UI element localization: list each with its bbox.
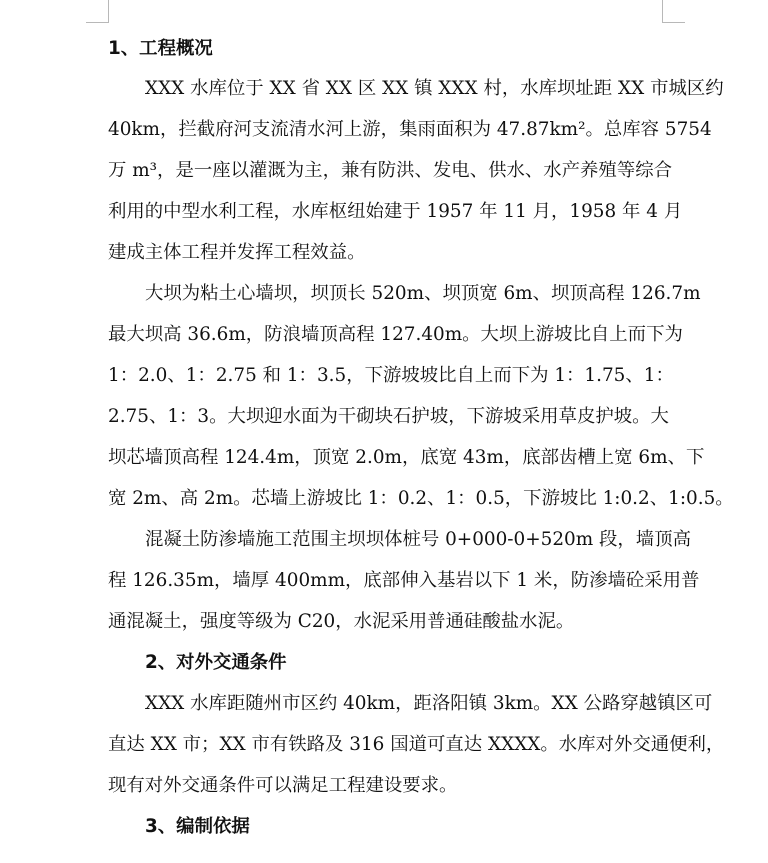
paragraph-line: 坝芯墙顶高程 124.4m，顶宽 2.0m，底宽 43m，底部齿槽上宽 6m、下 [108,447,705,468]
paragraph-line: 直达 XX 市；XX 市有铁路及 316 国道可直达 XXXX。水库对外交通便利， [108,734,725,755]
paragraph-reservoir-location [108,68,724,273]
section-heading-basis: 3、编制依据 [145,816,250,837]
paragraph-line: XXX 水库位于 XX 省 XX 区 XX 镇 XXX 村，水库坝址距 XX 市城区约 [145,78,724,99]
paragraph-line: 万 m³，是一座以灌溉为主，兼有防洪、发电、供水、水产养殖等综合 [108,160,672,181]
paragraph-line: 2.75、1：3。大坝迎水面为干砌块石护坡，下游坡采用草皮护坡。大 [108,406,669,427]
section-heading-transport: 2、对外交通条件 [145,652,287,673]
page-corner-mark-top-left [86,0,109,23]
paragraph-line: 1：2.0、1：2.75 和 1：3.5，下游坡坡比自上而下为 1：1.75、1： [108,365,674,386]
paragraph-line: 40km，拦截府河支流清水河上游，集雨面积为 47.87km²。总库容 5754 [108,119,712,140]
paragraph-line: 建成主体工程并发挥工程效益。 [108,242,366,263]
paragraph-line: 现有对外交通条件可以满足工程建设要求。 [108,775,458,796]
page-corner-mark-top-right [662,0,685,23]
paragraph-line: 宽 2m、高 2m。芯墙上游坡比 1：0.2、1：0.5，下游坡比 1:0.2、1:0.5。 [108,488,734,509]
paragraph-line: XXX 水库距随州市区约 40km，距洛阳镇 3km。XX 公路穿越镇区可 [145,693,713,714]
paragraph-line: 最大坝高 36.6m，防浪墙顶高程 127.40m。大坝上游坡比自上而下为 [108,324,683,345]
paragraph-dam-description [108,273,734,519]
paragraph-line: 大坝为粘土心墙坝，坝顶长 520m、坝顶宽 6m、坝顶高程 126.7m [145,283,701,304]
document-body[interactable] [108,30,734,847]
paragraph-cutoff-wall [108,519,700,642]
paragraph-line: 程 126.35m，墙厚 400mm，底部伸入基岩以下 1 米，防渗墙砼采用普 [108,570,700,591]
paragraph-line: 通混凝土，强度等级为 C20，水泥采用普通硅酸盐水泥。 [108,611,575,632]
paragraph-transport [108,683,725,806]
paragraph-line: 混凝土防渗墙施工范围主坝坝体桩号 0+000-0+520m 段，墙顶高 [145,529,691,550]
paragraph-line: 利用的中型水利工程，水库枢纽始建于 1957 年 11 月，1958 年 4 月 [108,201,683,222]
section-heading-overview: 1、工程概况 [108,38,213,59]
